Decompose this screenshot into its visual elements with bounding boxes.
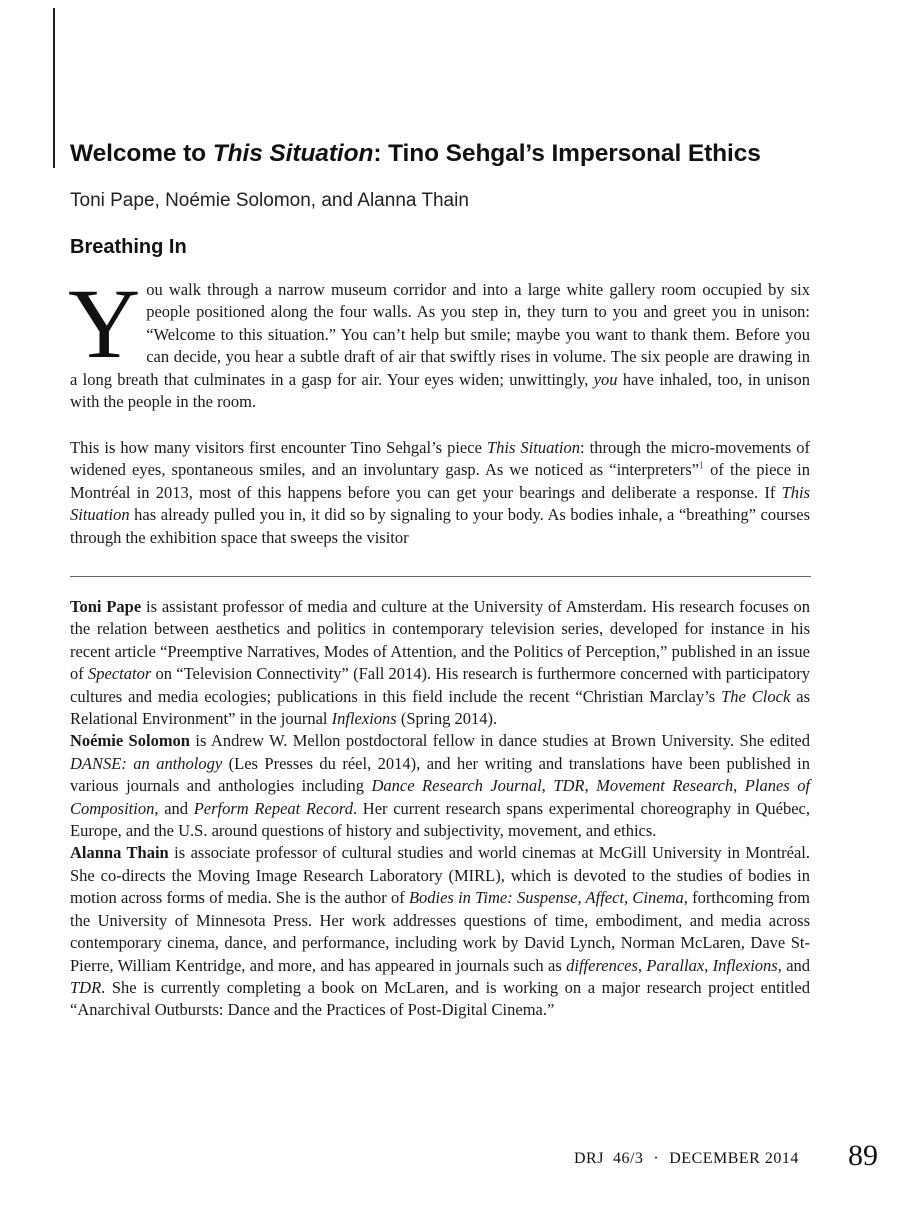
footnote-divider <box>70 576 811 577</box>
intro-paragraph: You walk through a narrow museum corridor and into a large white gallery room occupied by six people positioned along the four walls. As you step in, they turn to you and greet you in unison: “Welcome to this situation.” You can’t help but smile; maybe you want to thank them. Before you can decide, you hear a subtle draft of air that swiftly rises in volume. The six people are drawing in a long breath that culminates in a gasp for air. Your eyes widen; unwittingly, you have inhaled, too, in unison with the people in the room. <box>68 268 810 412</box>
bio-toni-pape: Toni Pape is assistant professor of media and culture at the University of Amsterdam. His research focuses on the relation between aesthetics and politics in contemporary television series, developed for instance in his recent article “Preemptive Narratives, Modes of Attention, and the Politics of Perception,” published in an issue of Spectator on “Television Connectivity” (Fall 2014). His research is furthermore concerned with participatory cultures and media ecologies; publications in this field include the recent “Christian Marclay’s The Clock as Relational Environment” in the journal Inflexions (Spring 2014). <box>70 597 810 729</box>
article-title: Welcome to This Situation: Tino Sehgal’s Impersonal Ethics <box>70 140 761 167</box>
body-paragraph: This is how many visitors first encounter Tino Sehgal’s piece This Situation: through the micro-movements of widened eyes, spontaneous smiles, and an involuntary gasp. As we noticed as “interpreters”$^1$ of the piece in Montréal in 2013, most of this happens before you can get your bearings and deliberate a response. If This Situation has already pulled you in, it did so by signaling to your body. As bodies inhale, a “breathing” courses through the exhibition space that sweeps the visitor <box>70 438 811 547</box>
footer-separator: · <box>653 1150 660 1167</box>
journal-abbrev: DRJ <box>574 1150 604 1167</box>
margin-rule <box>53 8 55 168</box>
section-heading: Breathing In <box>70 236 187 258</box>
drop-cap: Y <box>68 268 141 379</box>
bio-alanna-thain: Alanna Thain is associate professor of cultural studies and world cinemas at McGill University in Montréal. She co-directs the Moving Image Research Laboratory (MIRL), which is devoted to the studies of bodies in motion across forms of media. She is the author of Bodies in Time: Suspense, Affect, Cinema, forthcoming from the University of Minnesota Press. Her work addresses questions of time, embodiment, and media across contemporary cinema, dance, and performance, including work by David Lynch, Norman McLaren, Dave St-Pierre, William Kentridge, and more, and has appeared in journals such as differences, Parallax, Inflexions, and TDR. She is currently completing a book on McLaren, and is working on a major research project entitled “Anarchival Outbursts: Dance and the Practices of Post-Digital Cinema.” <box>70 843 811 1020</box>
page-number: 89 <box>848 1139 878 1172</box>
journal-volume: 46/3 <box>612 1150 644 1167</box>
footnote-marker[interactable]: 1 <box>699 460 705 472</box>
running-footer <box>574 1150 799 1168</box>
issue-date: DECEMBER 2014 <box>669 1150 799 1167</box>
article-authors: Toni Pape, Noémie Solomon, and Alanna Thain <box>70 190 469 211</box>
author-bios <box>70 596 810 1022</box>
bio-noemie-solomon: Noémie Solomon is Andrew W. Mellon postdoctoral fellow in dance studies at Brown University. She edited DANSE: an anthology (Les Presses du réel, 2014), and her writing and translations have been published in various journals and anthologies including Dance Research Journal, TDR, Movement Research, Planes of Composition, and Perform Repeat Record. Her current research spans experimental choreography in Québec, Europe, and the U.S. around questions of history and subjectivity, movement, and ethics. <box>70 731 811 841</box>
